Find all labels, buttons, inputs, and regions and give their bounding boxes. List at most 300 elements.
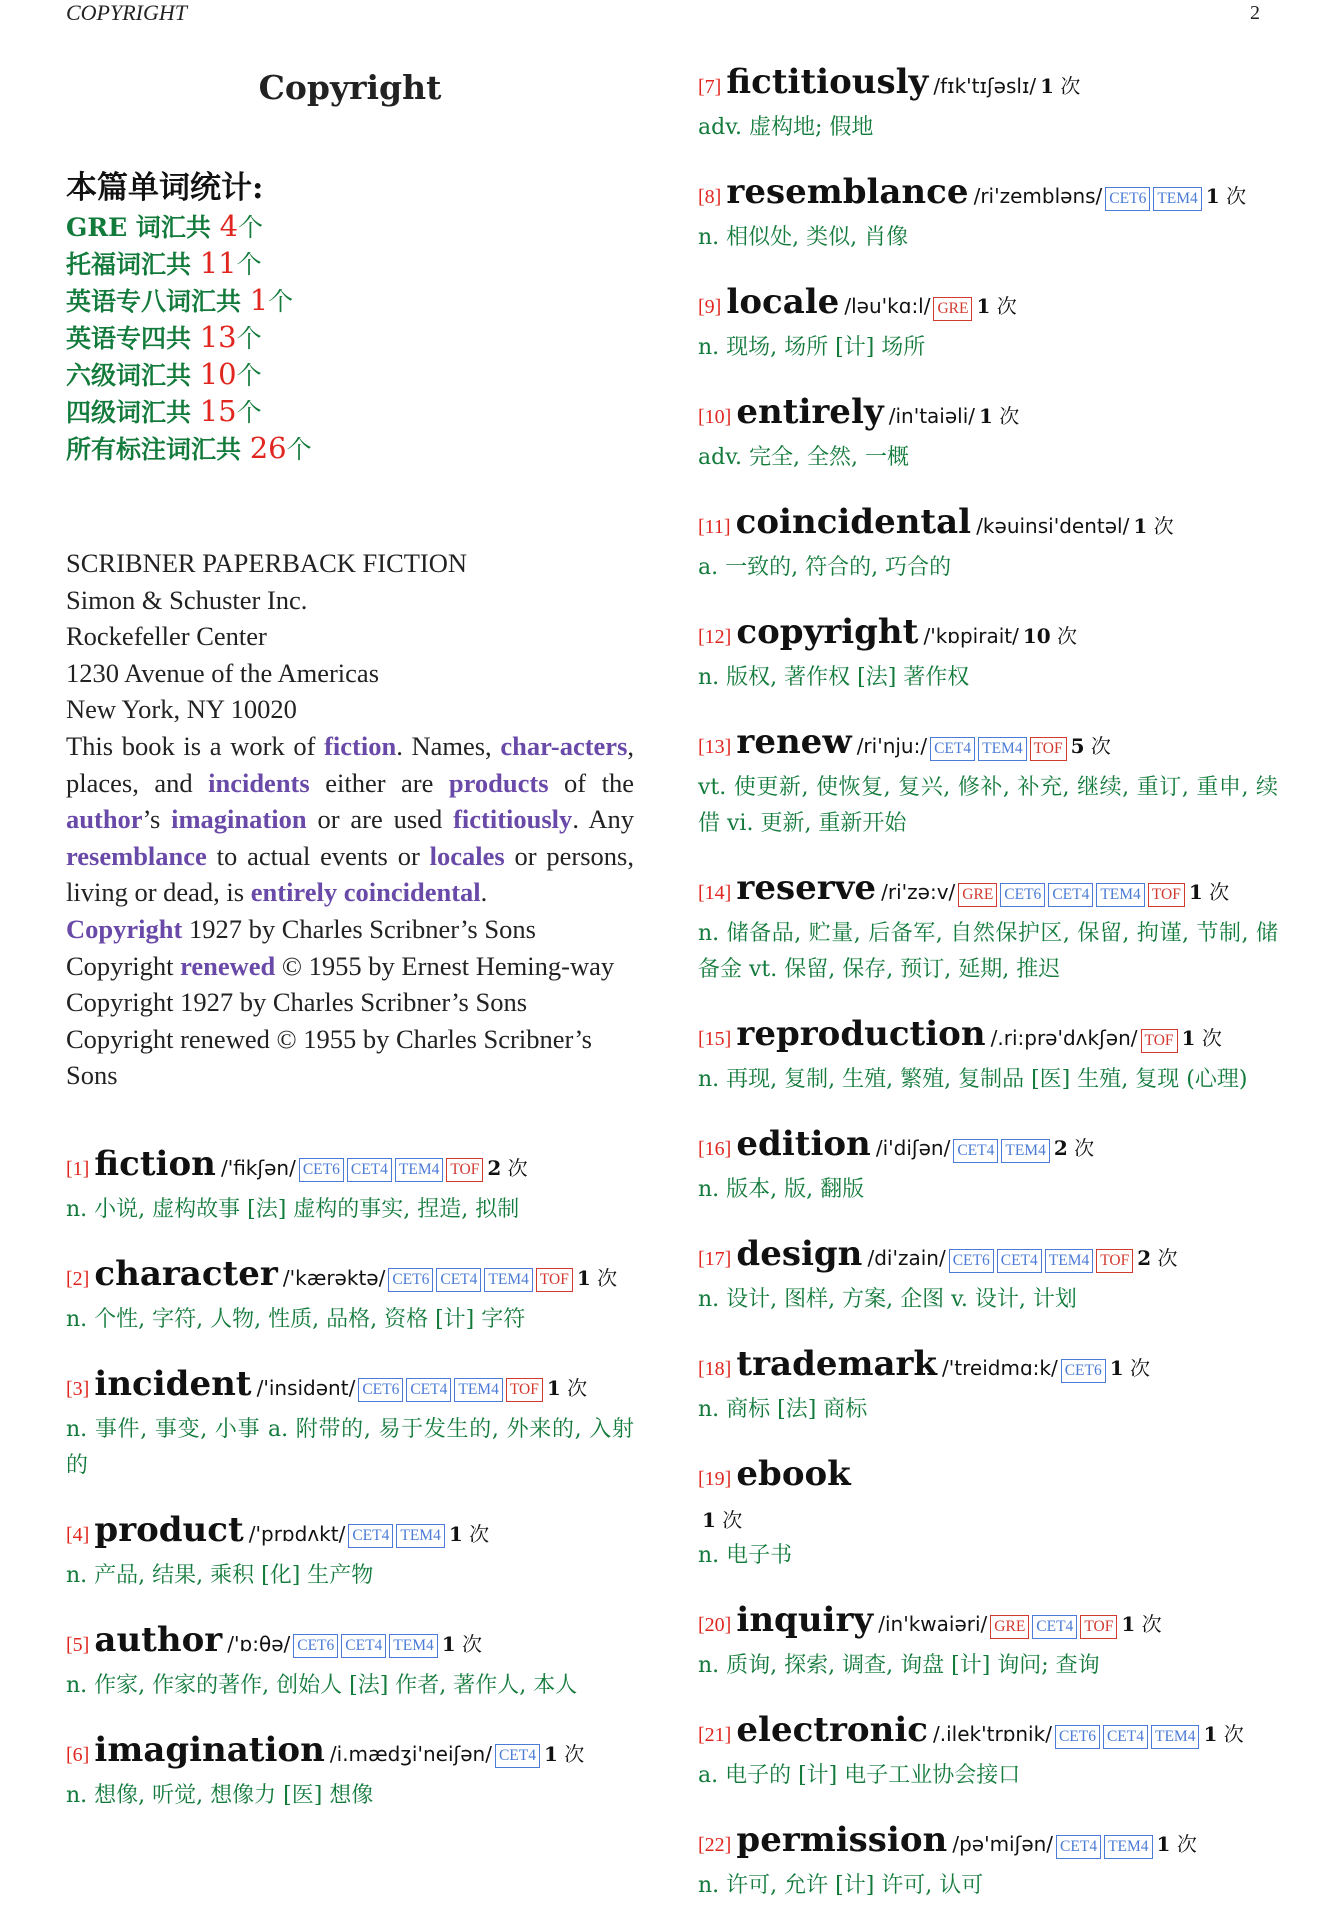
stat-label: 四级词汇共 [66, 398, 200, 427]
vocab-entry [66, 1618, 634, 1704]
vocab-entry [66, 1508, 634, 1594]
text: . Any [572, 804, 634, 835]
exam-tag: TEM4 [484, 1268, 532, 1292]
exam-tag: CET6 [1105, 187, 1150, 211]
entry-index: [9] [698, 296, 722, 318]
page-header [0, 0, 1322, 30]
entry-definition: n. 相似处, 类似, 肖像 [698, 225, 909, 250]
entry-word: reproduction [736, 1014, 986, 1054]
publisher-line: 1230 Avenue of the Americas [66, 657, 380, 688]
entry-head [698, 390, 1278, 440]
count-unit: 次 [564, 1741, 585, 1766]
highlighted-word: entirely coincidental [250, 877, 481, 908]
exam-tag: TOF [536, 1268, 573, 1292]
exam-tag: CET4 [997, 1249, 1042, 1273]
highlighted-word: locales [429, 840, 505, 871]
vocab-entry [698, 280, 1278, 366]
exam-tag: CET4 [1056, 1835, 1101, 1859]
entry-count-line [698, 1502, 1278, 1538]
count-unit: 次 [1153, 514, 1174, 538]
entry-count [449, 1522, 489, 1546]
count-number: 1 [1181, 1026, 1196, 1050]
entry-count [1182, 1026, 1222, 1050]
entry-head [698, 1598, 1278, 1648]
entry-head [698, 60, 1278, 110]
entry-word: locale [726, 282, 840, 322]
stat-label: 英语专八词汇共 [66, 287, 250, 316]
vocab-entry [698, 1708, 1278, 1794]
entry-word: renew [736, 722, 852, 762]
exam-tag: GRE [990, 1615, 1029, 1639]
entry-index: [12] [698, 626, 732, 648]
stat-count: 10 [199, 357, 237, 391]
entry-count [702, 1508, 742, 1532]
exam-tag: TOF [1080, 1615, 1117, 1639]
stat-unit: 个 [268, 287, 294, 316]
entry-index: [6] [66, 1743, 90, 1766]
entry-head [698, 610, 1278, 660]
exam-tag: TOF [1148, 883, 1185, 907]
entry-phonetic: /.ri:prə'dʌkʃən/ [990, 1026, 1138, 1050]
exam-tag: TOF [446, 1158, 483, 1182]
exam-tag: CET4 [347, 1158, 392, 1182]
entry-definition: vt. 使更新, 使恢复, 复兴, 修补, 补充, 继续, 重订, 重申, 续借 vi. 更新, 重新开始 [698, 775, 1278, 836]
stat-label: 英语专四共 [66, 324, 200, 353]
stats-heading: 本篇单词统计: [66, 170, 264, 206]
count-number: 1 [1121, 1612, 1136, 1636]
entry-index: [11] [698, 516, 731, 538]
count-number: 1 [544, 1741, 558, 1766]
entry-count [1137, 1246, 1177, 1270]
count-number: 2 [1137, 1246, 1152, 1270]
entry-head [698, 280, 1278, 330]
entry-head [66, 1362, 634, 1412]
entry-word: inquiry [736, 1600, 874, 1640]
count-number: 1 [1156, 1832, 1171, 1856]
exam-tag: CET4 [341, 1634, 386, 1658]
entry-index: [15] [698, 1028, 732, 1050]
entry-word: copyright [736, 612, 919, 652]
vocab-entry [698, 1122, 1278, 1208]
entry-head [698, 720, 1278, 770]
entry-definition: n. 版权, 著作权 [法] 著作权 [698, 665, 970, 690]
count-unit: 次 [1201, 1026, 1222, 1050]
entry-definition: n. 设计, 图样, 方案, 企图 v. 设计, 计划 [698, 1287, 1077, 1312]
vocab-entry [698, 866, 1278, 988]
exam-tag: CET4 [953, 1139, 998, 1163]
vocab-entry [698, 170, 1278, 256]
exam-tag: CET6 [1061, 1359, 1106, 1383]
count-number: 1 [1205, 184, 1220, 208]
stat-count: 4 [219, 209, 239, 243]
highlighted-word: Copyright [66, 913, 183, 944]
exam-tag: GRE [958, 883, 997, 907]
count-unit: 次 [1176, 1832, 1197, 1856]
vocab-entry [698, 720, 1278, 842]
exam-tag: TEM4 [1153, 187, 1201, 211]
stat-unit: 个 [236, 398, 262, 427]
entry-word: fictitiously [726, 62, 929, 102]
exam-tag: GRE [933, 297, 972, 321]
stat-label: 所有标注词汇共 [66, 435, 250, 464]
page-number: 2 [1250, 2, 1260, 24]
exam-tag: TEM4 [1001, 1139, 1049, 1163]
entry-head [698, 1452, 1278, 1502]
count-number: 1 [1133, 514, 1148, 538]
count-unit: 次 [1090, 734, 1111, 758]
count-number: 5 [1070, 734, 1085, 758]
entry-index: [18] [698, 1358, 732, 1380]
left-column [66, 60, 634, 1838]
entry-phonetic: /'kɒpirait/ [923, 624, 1019, 648]
stat-line [66, 208, 634, 245]
entry-count [979, 404, 1019, 428]
vocab-entry [698, 1342, 1278, 1428]
entry-phonetic: /'insidənt/ [256, 1375, 356, 1400]
vocab-entry [66, 1362, 634, 1484]
entry-phonetic: /ri'zə:v/ [881, 880, 956, 904]
running-title: COPYRIGHT [66, 0, 188, 25]
entry-count [1110, 1356, 1150, 1380]
exam-tag: CET4 [1032, 1615, 1077, 1639]
entry-count [487, 1156, 527, 1180]
count-unit: 次 [999, 404, 1020, 428]
stat-line [66, 430, 634, 467]
entry-word: electronic [736, 1710, 928, 1750]
entry-definition: n. 许可, 允许 [计] 许可, 认可 [698, 1873, 984, 1898]
highlighted-word: imagination [171, 804, 307, 835]
count-unit: 次 [507, 1155, 528, 1180]
exam-tag: CET4 [348, 1524, 393, 1548]
entry-head [66, 1252, 634, 1302]
stat-count: 15 [199, 394, 237, 428]
entry-word: reserve [736, 868, 877, 908]
count-unit: 次 [1130, 1356, 1151, 1380]
vocab-entry [698, 1452, 1278, 1574]
entry-definition: n. 产品, 结果, 乘积 [化] 生产物 [66, 1562, 374, 1588]
entry-definition: n. 质询, 探索, 调查, 询盘 [计] 询问; 查询 [698, 1653, 1100, 1678]
text: This book is a work of [66, 730, 325, 761]
highlighted-word: products [448, 767, 549, 798]
text: Copyright [66, 950, 181, 981]
entry-index: [5] [66, 1633, 90, 1656]
exam-tag: TOF [1141, 1029, 1178, 1053]
entry-word: coincidental [735, 502, 972, 542]
highlighted-word: author [66, 804, 143, 835]
exam-tag: TOF [1096, 1249, 1133, 1273]
exam-tag: CET4 [1048, 883, 1093, 907]
count-unit: 次 [1209, 880, 1230, 904]
highlighted-word: incidents [208, 767, 310, 798]
entry-word: incident [94, 1363, 252, 1404]
entry-phonetic: /di'zain/ [867, 1246, 946, 1270]
stat-count: 11 [199, 246, 237, 280]
entry-index: [17] [698, 1248, 732, 1270]
count-number: 1 [441, 1631, 456, 1656]
entry-word: character [94, 1253, 278, 1294]
stat-count: 13 [199, 320, 237, 354]
page-title: Copyright [258, 68, 442, 107]
exam-tag: TEM4 [395, 1158, 443, 1182]
text: or are used [306, 804, 454, 835]
entry-index: [10] [698, 406, 732, 428]
stat-line [66, 393, 634, 430]
count-number: 1 [546, 1375, 561, 1400]
count-unit: 次 [469, 1521, 490, 1546]
text: . Names, [396, 730, 501, 761]
entry-head [698, 170, 1278, 220]
count-unit: 次 [1226, 184, 1247, 208]
exam-tag: CET6 [358, 1378, 403, 1402]
count-number: 1 [1188, 880, 1203, 904]
exam-tag: CET4 [406, 1378, 451, 1402]
count-number: 1 [702, 1508, 716, 1532]
exam-tag: CET6 [293, 1634, 338, 1658]
entry-phonetic: /ri'nju:/ [856, 734, 928, 758]
stat-line [66, 356, 634, 393]
entry-index: [20] [698, 1614, 732, 1636]
entry-head [66, 1142, 634, 1192]
exam-tag: TEM4 [1104, 1835, 1152, 1859]
vocab-entry [698, 500, 1278, 586]
count-unit: 次 [722, 1508, 743, 1532]
count-unit: 次 [1157, 1246, 1178, 1270]
count-unit: 次 [597, 1265, 618, 1290]
text: ’s [142, 804, 172, 835]
count-number: 2 [1053, 1136, 1068, 1160]
count-unit: 次 [462, 1631, 483, 1656]
entry-index: [4] [66, 1523, 90, 1546]
stat-unit: 个 [236, 361, 262, 390]
entry-definition: n. 想像, 听觉, 想像力 [医] 想像 [66, 1782, 374, 1808]
text: of the [548, 767, 634, 798]
entry-index: [7] [698, 76, 722, 98]
entry-phonetic: /i'diʃən/ [875, 1136, 951, 1160]
text: © 1955 by Ernest Heming-way [275, 950, 615, 981]
entry-phonetic: /'kærəktə/ [282, 1265, 386, 1290]
stat-line [66, 245, 634, 282]
entry-index: [8] [698, 186, 722, 208]
entry-head [698, 1122, 1278, 1172]
count-unit: 次 [1074, 1136, 1095, 1160]
entry-index: [3] [66, 1377, 90, 1400]
entry-word: author [94, 1619, 223, 1660]
entry-definition: adv. 完全, 全然, 一概 [698, 445, 909, 470]
highlighted-word: char-acters [500, 730, 628, 761]
entry-index: [22] [698, 1834, 732, 1856]
entry-index: [14] [698, 882, 732, 904]
entry-definition: n. 储备品, 贮量, 后备军, 自然保护区, 保留, 拘谨, 节制, 储备金 vt. 保留, 保存, 预订, 延期, 推迟 [698, 921, 1278, 982]
exam-tag: CET4 [930, 737, 975, 761]
text: , places, and [66, 730, 635, 798]
count-number: 1 [1040, 74, 1055, 98]
entry-count [577, 1266, 617, 1290]
entry-phonetic: /.ilek'trɒnik/ [933, 1722, 1052, 1746]
text: . [480, 877, 488, 908]
stat-line [66, 282, 634, 319]
entry-index: [1] [66, 1157, 90, 1180]
count-unit: 次 [1141, 1612, 1162, 1636]
entry-word: resemblance [726, 172, 969, 212]
stat-label: 托福词汇共 [66, 250, 200, 279]
entry-index: [13] [698, 736, 732, 758]
highlighted-word: fiction [324, 730, 397, 761]
entry-definition: n. 版本, 版, 翻版 [698, 1177, 865, 1202]
publisher-line: Rockefeller Center [66, 621, 267, 652]
entry-count [1206, 184, 1246, 208]
entry-word: permission [736, 1820, 948, 1860]
entry-word: trademark [736, 1344, 937, 1384]
stat-count: 1 [249, 283, 269, 317]
exam-tag: CET4 [436, 1268, 481, 1292]
entry-definition: a. 电子的 [计] 电子工业协会接口 [698, 1763, 1021, 1788]
publisher-line: Simon & Schuster Inc. [66, 584, 308, 615]
entry-index: [2] [66, 1267, 90, 1290]
stat-unit: 个 [286, 435, 312, 464]
entry-index: [16] [698, 1138, 732, 1160]
entry-phonetic: /ri'zembləns/ [973, 184, 1103, 208]
count-number: 1 [448, 1521, 463, 1546]
highlighted-word: resemblance [66, 840, 207, 871]
entry-head [698, 1818, 1278, 1868]
exam-tag: CET4 [1103, 1725, 1148, 1749]
exam-tag: TEM4 [1096, 883, 1144, 907]
count-number: 1 [979, 404, 993, 428]
vocab-entry [698, 60, 1278, 146]
vocab-entry [698, 390, 1278, 476]
entry-word: edition [736, 1124, 871, 1164]
copyright-line [66, 948, 634, 985]
exam-tag: CET6 [388, 1268, 433, 1292]
entry-definition: n. 个性, 字符, 人物, 性质, 品格, 资格 [计] 字符 [66, 1306, 526, 1332]
entry-head [698, 1342, 1278, 1392]
count-number: 1 [1203, 1722, 1218, 1746]
entry-count [442, 1632, 482, 1656]
entry-head [698, 1012, 1278, 1062]
count-number: 1 [1109, 1356, 1124, 1380]
exam-tag: TEM4 [1151, 1725, 1199, 1749]
stat-unit: 个 [236, 250, 262, 279]
highlighted-word: renewed [180, 950, 276, 981]
exam-tag: TOF [1030, 737, 1067, 761]
stat-unit: 个 [238, 213, 264, 242]
entry-phonetic: /fɪk'tɪʃəslɪ/ [933, 74, 1037, 98]
count-number: 1 [576, 1265, 591, 1290]
vocab-entry [698, 1598, 1278, 1684]
entry-word: product [94, 1509, 244, 1550]
entry-count [976, 294, 1016, 318]
entry-phonetic: /kəuinsi'dentəl/ [976, 514, 1130, 538]
count-number: 2 [487, 1155, 502, 1180]
count-number: 10 [1022, 624, 1051, 648]
stat-count: 26 [249, 431, 287, 465]
count-unit: 次 [567, 1375, 588, 1400]
exam-tag: CET6 [1000, 883, 1045, 907]
entry-count [544, 1742, 584, 1766]
count-unit: 次 [996, 294, 1017, 318]
entry-head [698, 500, 1278, 550]
entry-count [1189, 880, 1229, 904]
entry-phonetic: /'prɒdʌkt/ [248, 1521, 346, 1546]
exam-tag: TEM4 [978, 737, 1026, 761]
exam-tag: TEM4 [454, 1378, 502, 1402]
vocab-entry [698, 1818, 1278, 1904]
text: either are [309, 767, 449, 798]
entry-phonetic: /'fikʃən/ [220, 1155, 296, 1180]
entry-definition: n. 电子书 [698, 1543, 793, 1568]
exam-tag: TOF [506, 1378, 543, 1402]
entry-phonetic: /in'taiəli/ [888, 404, 975, 428]
entry-head [66, 1618, 634, 1668]
stat-label: 六级词汇共 [66, 361, 200, 390]
exam-tag: TEM4 [1045, 1249, 1093, 1273]
publisher-info [66, 545, 634, 1094]
vocab-entry [66, 1728, 634, 1814]
count-unit: 次 [1060, 74, 1081, 98]
entry-phonetic: /in'kwaiəri/ [878, 1612, 988, 1636]
vocab-entry [698, 1232, 1278, 1318]
entry-word: ebook [736, 1454, 851, 1494]
entry-count [1121, 1612, 1161, 1636]
entry-definition: n. 小说, 虚构故事 [法] 虚构的事实, 捏造, 拟制 [66, 1196, 520, 1222]
entry-count [1054, 1136, 1094, 1160]
exam-tag: CET6 [1055, 1725, 1100, 1749]
copyright-line: Copyright renewed © 1955 by Charles Scribner’s Sons [66, 1023, 592, 1091]
entry-definition: n. 事件, 事变, 小事 a. 附带的, 易于发生的, 外来的, 入射的 [66, 1416, 634, 1478]
publisher-line: SCRIBNER PAPERBACK FICTION [66, 548, 468, 578]
vocab-list-right [698, 60, 1278, 1928]
text: or persons, living or dead, is [66, 840, 634, 908]
entry-definition: a. 一致的, 符合的, 巧合的 [698, 555, 952, 580]
entry-count [1133, 514, 1173, 538]
entry-head [66, 1508, 634, 1558]
publisher-line: New York, NY 10020 [66, 694, 297, 725]
vocab-entry [66, 1142, 634, 1228]
entry-definition: n. 再现, 复制, 生殖, 繁殖, 复制品 [医] 生殖, 复现 (心理) [698, 1067, 1248, 1092]
exam-tag: CET6 [299, 1158, 344, 1182]
entry-head [698, 866, 1278, 916]
entry-index: [19] [698, 1468, 732, 1490]
count-unit: 次 [1057, 624, 1078, 648]
text: to actual events or [206, 840, 430, 871]
highlighted-word: fictitiously [453, 804, 573, 835]
entry-definition: n. 现场, 场所 [计] 场所 [698, 335, 926, 360]
entry-count [1203, 1722, 1243, 1746]
copyright-line [66, 911, 634, 948]
entry-phonetic: /pə'miʃən/ [952, 1832, 1054, 1856]
entry-word: entirely [736, 392, 884, 432]
entry-count [1157, 1832, 1197, 1856]
entry-head [698, 1708, 1278, 1758]
entry-head [698, 1232, 1278, 1282]
count-unit: 次 [1223, 1722, 1244, 1746]
vocab-entry [698, 610, 1278, 696]
word-stats [66, 168, 634, 467]
stat-label: GRE 词汇共 [66, 213, 220, 242]
entry-word: fiction [94, 1143, 216, 1184]
entry-word: design [736, 1234, 863, 1274]
copyright-line: Copyright 1927 by Charles Scribner’s Sons [66, 987, 528, 1018]
exam-tag: TEM4 [389, 1634, 437, 1658]
entry-count [547, 1376, 587, 1400]
entry-index: [21] [698, 1724, 732, 1746]
entry-phonetic: /'treidmɑ:k/ [942, 1356, 1058, 1380]
entry-definition: n. 商标 [法] 商标 [698, 1397, 868, 1422]
entry-count [1071, 734, 1111, 758]
text: 1927 by Charles Scribner’s Sons [182, 913, 536, 944]
vocab-entry [66, 1252, 634, 1338]
stat-line [66, 319, 634, 356]
